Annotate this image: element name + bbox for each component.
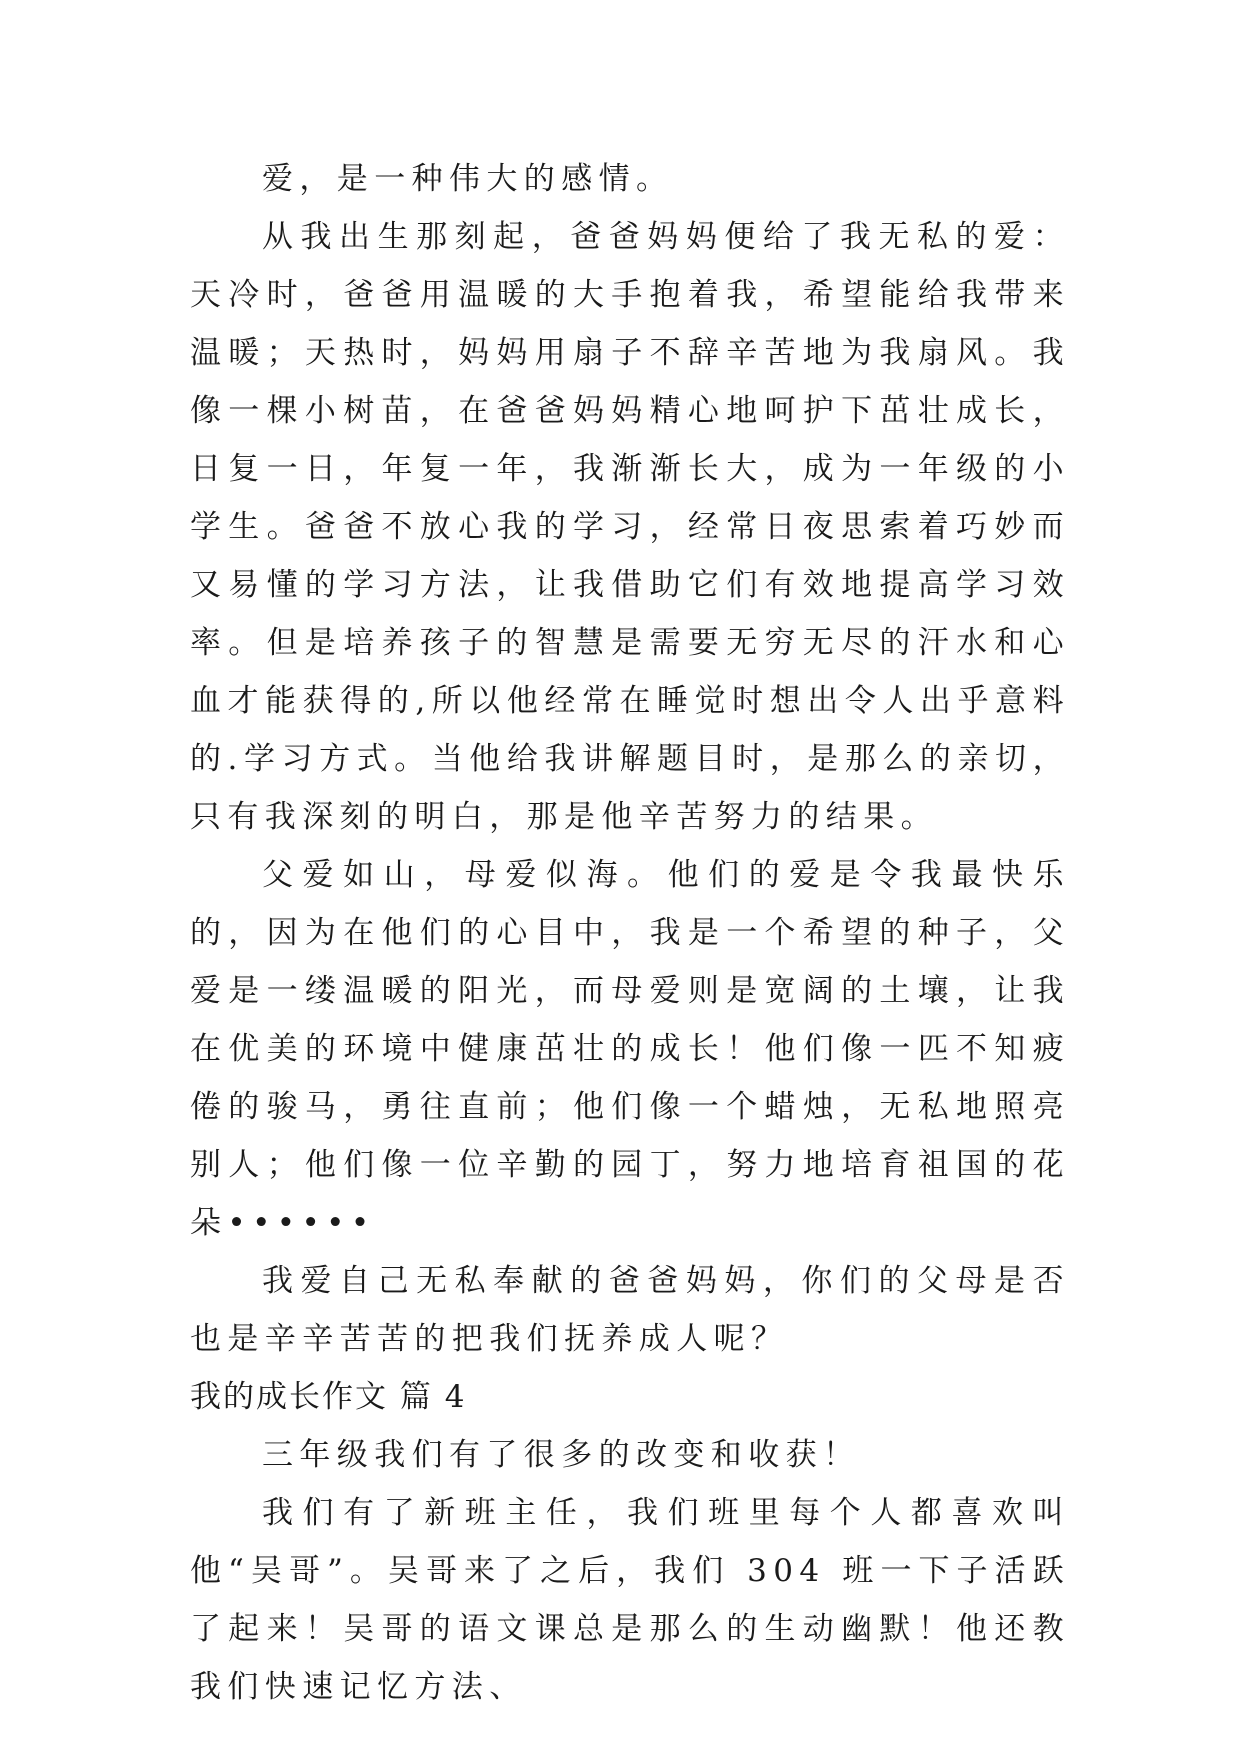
section-heading: 我的成长作文 篇 4: [190, 1379, 467, 1415]
paragraph: 我们有了新班主任，我们班里每个人都喜欢叫他“吴哥”。吴哥来了之后，我们 304 班一下子活跃了起来！吴哥的语文课总是那么的生动幽默！他还教我们快速记忆方法、: [190, 1495, 1070, 1705]
paragraph: 父爱如山，母爱似海。他们的爱是令我最快乐的，因为在他们的心目中，我是一个希望的种子，父爱是一缕温暖的阳光，而母爱则是宽阔的土壤，让我在优美的环境中健康茁壮的成长！他们像一匹不知疲倦的骏马，勇往直前；他们像一个蜡烛，无私地照亮别人；他们像一位辛勤的园丁，努力地培育祖国的花朵••••••: [190, 857, 1070, 1241]
document-page: [190, 150, 1070, 1716]
paragraph: 从我出生那刻起，爸爸妈妈便给了我无私的爱：天冷时，爸爸用温暖的大手抱着我，希望能给我带来温暖；天热时，妈妈用扇子不辞辛苦地为我扇风。我像一棵小树苗，在爸爸妈妈精心地呵护下茁壮成长，日复一日，年复一年，我渐渐长大，成为一年级的小学生。爸爸不放心我的学习，经常日夜思索着巧妙而又易懂的学习方法，让我借助它们有效地提高学习效率。但是培养孩子的智慧是需要无穷无尽的汗水和心血才能获得的,所以他经常在睡觉时想出令人出乎意料的.学习方式。当他给我讲解题目时，是那么的亲切，只有我深刻的明白，那是他辛苦努力的结果。: [190, 219, 1070, 835]
paragraph: 我爱自己无私奉献的爸爸妈妈，你们的父母是否也是辛辛苦苦的把我们抚养成人呢？: [190, 1263, 1070, 1357]
paragraph: 爱，是一种伟大的感情。: [262, 161, 674, 197]
paragraph: 三年级我们有了很多的改变和收获！: [262, 1437, 861, 1473]
